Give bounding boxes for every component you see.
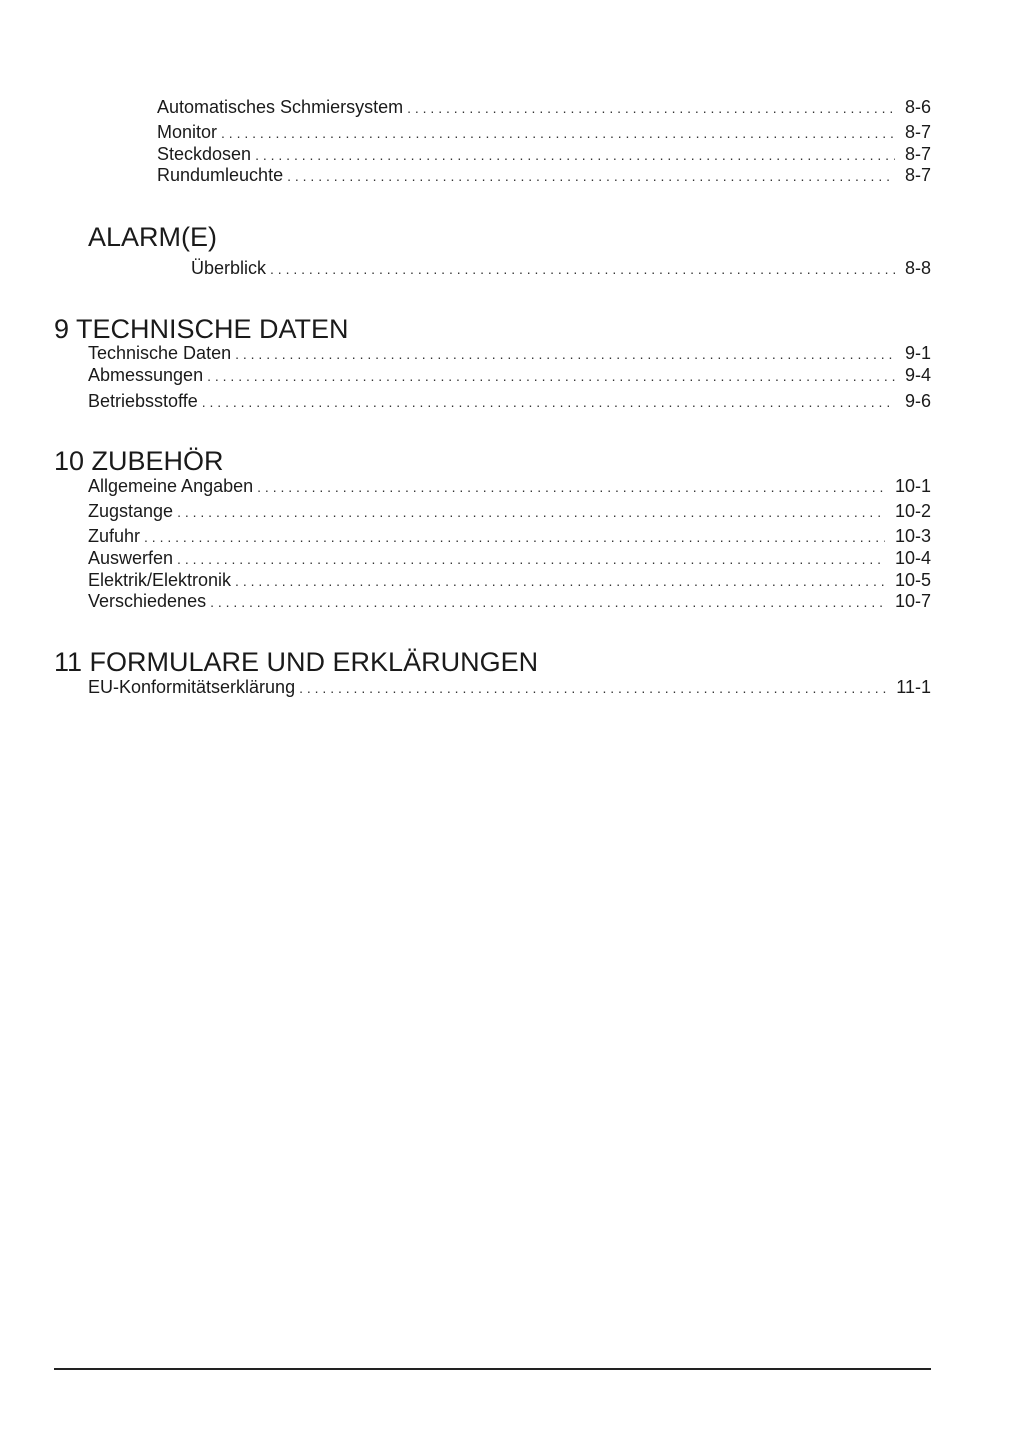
toc-entry-title: Allgemeine Angaben [88, 476, 254, 496]
dot-leader [235, 570, 885, 592]
dot-leader [202, 391, 895, 413]
toc-entry-page: 10-3 [894, 526, 931, 546]
toc-entry-page: 10-7 [894, 591, 931, 611]
toc-entry[interactable] [88, 569, 931, 591]
toc-entry-title: Zufuhr [88, 526, 141, 546]
toc-entry[interactable] [88, 390, 931, 412]
toc-entry-title: Betriebsstoffe [88, 391, 198, 411]
toc-entry-title: Überblick [191, 258, 267, 278]
toc-entry[interactable] [157, 143, 931, 165]
toc-entry-title: Auswerfen [88, 548, 174, 568]
toc-entry-title: Elektrik/Elektronik [88, 570, 232, 590]
footer-rule [54, 1368, 931, 1370]
toc-entry[interactable] [88, 342, 931, 364]
dot-leader [270, 258, 895, 280]
toc-entry[interactable] [88, 676, 931, 698]
section-heading-10: 10 ZUBEHÖR [54, 446, 224, 476]
dot-leader [210, 591, 885, 613]
toc-entry[interactable] [191, 257, 931, 279]
dot-leader [144, 526, 885, 548]
toc-entry-page: 8-8 [904, 258, 931, 278]
toc-entry-page: 8-7 [904, 144, 931, 164]
dot-leader [299, 677, 886, 699]
toc-entry-page: 8-7 [904, 122, 931, 142]
toc-entry-title: EU-Konformitätserklärung [88, 677, 296, 697]
toc-entry-page: 9-4 [904, 365, 931, 385]
toc-entry-page: 9-1 [904, 343, 931, 363]
dot-leader [255, 144, 895, 166]
dot-leader [207, 365, 895, 387]
section-heading-11: 11 FORMULARE UND ERKLÄRUNGEN [54, 647, 539, 677]
toc-entry-title: Abmessungen [88, 365, 204, 385]
toc-entry-title: Rundumleuchte [157, 165, 284, 185]
toc-entry-page: 8-7 [904, 165, 931, 185]
toc-entry[interactable] [88, 525, 931, 547]
dot-leader [257, 476, 885, 498]
toc-entry[interactable] [88, 590, 931, 612]
toc-entry-title: Technische Daten [88, 343, 232, 363]
toc-entry[interactable] [157, 164, 931, 186]
section-heading-alarm: ALARM(E) [88, 222, 218, 252]
dot-leader [407, 97, 895, 119]
toc-entry-page: 11-1 [896, 677, 931, 697]
dot-leader [177, 548, 885, 570]
dot-leader [177, 501, 885, 523]
toc-entry[interactable] [88, 475, 931, 497]
toc-entry[interactable] [157, 96, 931, 118]
toc-entry-page: 10-5 [894, 570, 931, 590]
toc-entry-page: 9-6 [904, 391, 931, 411]
toc-entry-page: 8-6 [904, 97, 931, 117]
toc-entry-title: Monitor [157, 122, 218, 142]
dot-leader [235, 343, 895, 365]
toc-entry-title: Verschiedenes [88, 591, 207, 611]
section-heading-9: 9 TECHNISCHE DATEN [54, 314, 349, 344]
toc-entry-title: Steckdosen [157, 144, 252, 164]
toc-entry[interactable] [157, 121, 931, 143]
toc-entry-page: 10-4 [894, 548, 931, 568]
dot-leader [287, 165, 895, 187]
toc-entry-page: 10-1 [894, 476, 931, 496]
toc-entry-page: 10-2 [894, 501, 931, 521]
toc-entry[interactable] [88, 547, 931, 569]
toc-entry[interactable] [88, 500, 931, 522]
toc-entry-title: Automatisches Schmiersystem [157, 97, 404, 117]
dot-leader [221, 122, 895, 144]
toc-entry[interactable] [88, 364, 931, 386]
toc-entry-title: Zugstange [88, 501, 174, 521]
